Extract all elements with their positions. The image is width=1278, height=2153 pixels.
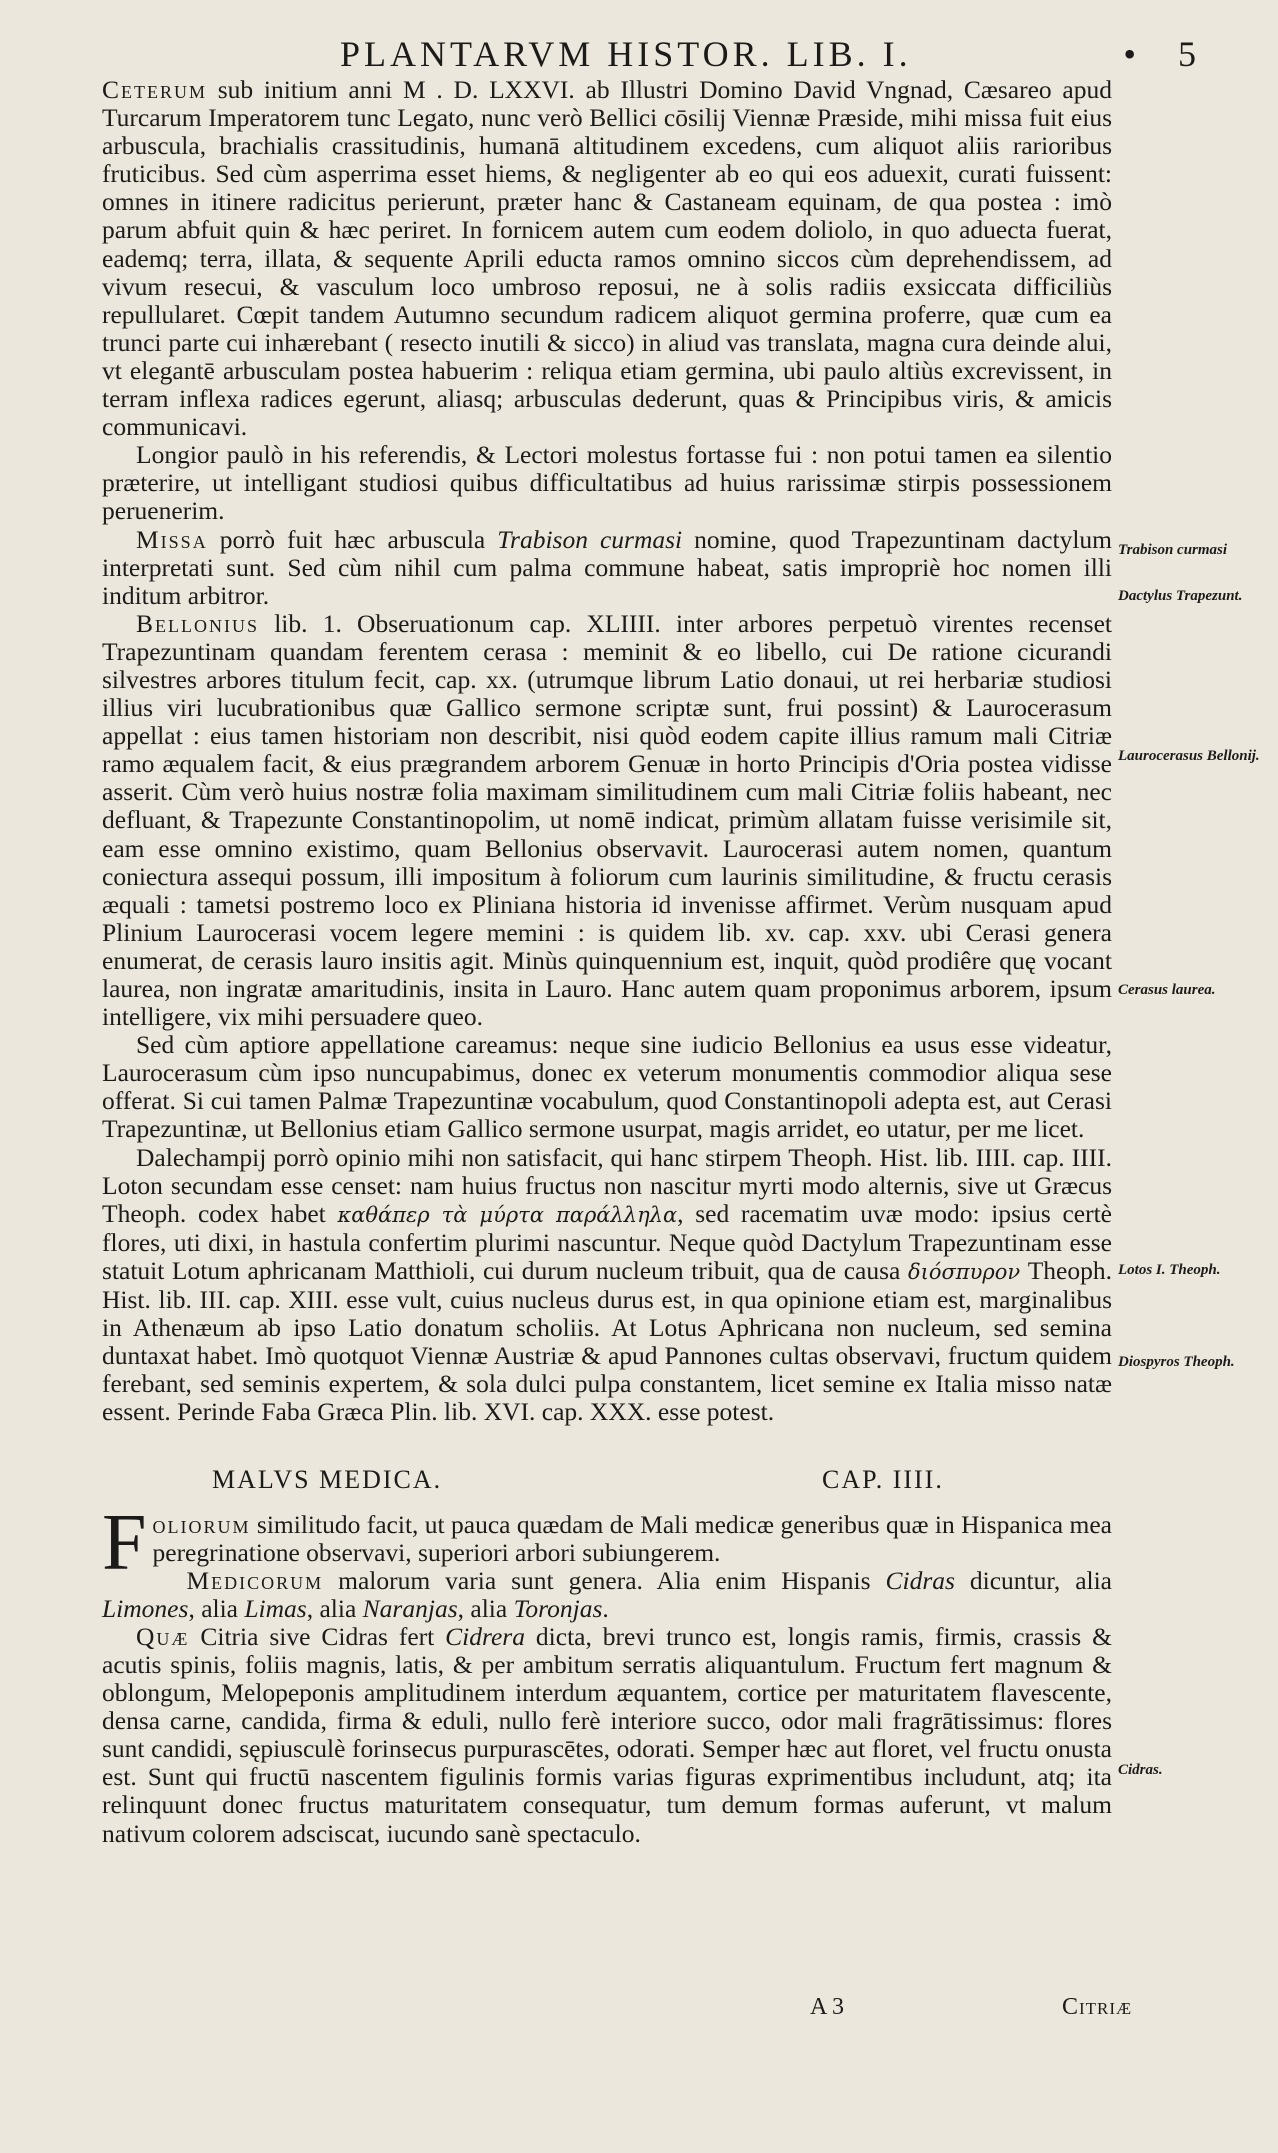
paragraph-text: lib. 1. Obseruationum cap. XLIIII. inter arbores perpetuò virentes recenset Trapezuntinam quandam ferentem cerasa : meminit & eo libello, cui De ratione cicurandi silvestres arbores titulum fecit, cap. xx. (utrumque librum Latio donaui, ut rei herbariæ studiosi illius viri lucubrationibus quæ Gallico sermone scriptæ sunt, frui possint) & Laurocerasum appellat : eius tamen historiam non describit, nisi quòd eodem capite illius ramum mali Citriæ ramo æqualem facit, & eius prægrandem arborem Genuæ in horto Principis d'Oria postea vidisse asserit. Cùm verò huius nostræ folia maximam similitudinem cum mali Citriæ foliis habeant, nec defluant, & Trapezunte Constantinopolim, ut nomē indicat, primùm allatam fuisse verisimile sit, eam esse omnino existimo, quam Bellonius observavit. Laurocerasi autem nomen, quantum coniectura assequi possum, illi impositum à foliorum cum laurinis similitudine, & fructu cerasis æquali : tametsi postremo loco ex Pliniana historia id invenisse affirmet. Verùm nusquam apud Plinium Laurocerasi vocem legere memini : is quidem lib. xv. cap. xxv. ubi Cerasi genera enumerat, de cerasis lauro insitis agit. Minùs quinquennium est, inquit, quòd prodiêre quę vocant laurea, non ingratæ amaritudinis, insita in Lauro. Hanc autem quam proponimus arborem, ipsum intelligere, vix mihi persuadere queo. (102, 608, 1112, 1032)
paragraph-text: similitudo facit, ut pauca quædam de Mali medicæ generibus quæ in Hispanica mea peregrinatione observavi, superiori arbori subiungerem. (152, 1509, 1112, 1567)
marginal-note: Cidras. (1118, 1762, 1163, 1778)
paragraph-text: , alia (457, 1593, 514, 1623)
paragraph (102, 441, 1112, 525)
running-head-title: PLANTARVM HISTOR. LIB. I. (340, 34, 912, 74)
greek-quote: διόσπυρον (907, 1259, 1021, 1284)
main-text (102, 76, 1112, 1848)
paragraph-text: sub initium anni M . D. LXXVI. ab Illustri Domino David Vngnad, Cæsareo apud Turcarum Imperatorem tunc Legato, nunc verò Bellici cōsilij Viennæ Præside, mihi missa fuit eius arbuscula, brachialis crassitudinis, humanā altitudinem excedens, cum aliquot aliis rarioribus fruticibus. Sed cùm asperrima esset hiems, & negligenter ab eo qui eos aduexit, curati fuissent: omnes in itinere radicitus perierunt, præter hanc & Castaneam equinam, de qua postea : imò parum abfuit quin & hæc periret. In fornicem autem cum eodem doliolo, in quo aduecta fuerat, eademq; terra, illata, & sequente Aprili educta ramos omnino siccos cùm deprehendissem, ad vivum resecui, & vasculum loco umbroso reposui, ne à solis radiis exsiccata difficiliùs repullularet. Cœpit tandem Autumno secundum radicem aliquot germina proferre, quæ cum ea trunci parte cui inhærebant ( resecto inutili & sicco) in aliud vas translata, magna cura deinde alui, vt elegantē arbusculam postea habuerim : reliqua etiam germina, ubi paulo altiùs excrevissent, in terram inflexa radices egerunt, aliasq; arbusculas dederunt, quas & Principibus viris, & amicis communicavi. (102, 75, 1112, 442)
running-head (340, 30, 1200, 78)
marginal-note: Lotos I. Theoph. (1118, 1262, 1221, 1278)
paragraph (102, 1623, 1112, 1848)
chapter-heading (102, 1449, 1112, 1511)
greek-quote: καθάπερ τὰ μύρτα παράλληλα (337, 1202, 678, 1227)
lead-word: Quæ (136, 1621, 190, 1651)
paragraph-text: malorum varia sunt genera. Alia enim Hispanis (323, 1565, 886, 1595)
italic-term: Naranjas (362, 1593, 458, 1623)
lead-word: Medicorum (186, 1565, 324, 1595)
italic-term: Limones (102, 1593, 189, 1623)
marginal-note: Laurocerasus Bellonij. (1118, 748, 1260, 764)
italic-term: Limas (244, 1593, 307, 1623)
paragraph (102, 526, 1112, 610)
italic-term: Trabison curmasi (497, 524, 683, 554)
paragraph (102, 76, 1112, 441)
catchword: Citriæ (1062, 1994, 1133, 2020)
paragraph-text: Theoph. Hist. lib. III. cap. XIII. esse vult, cuius nucleus durus est, in qua opinione etiam est, marginalibus in Athenæum ab ipso Latio donatum scholiis. At Lotus Aphricana non nucleum, sed semina duntaxat habet. Imò quotquot Viennæ Austriæ & apud Pannones cultas observavi, fructum quidem ferebant, sed seminis expertem, & sola dulci pulpa constantem, licet semine ex Italia misso natæ essent. Perinde Faba Græca Plin. lib. XVI. cap. XXX. esse potest. (102, 1255, 1112, 1427)
page-number: 5 (1178, 34, 1200, 74)
paragraph (102, 1031, 1112, 1143)
marginal-note: Diospyros Theoph. (1118, 1354, 1235, 1370)
signature-mark: A 3 (810, 1994, 845, 2020)
marginal-note: Dactylus Trapezunt. (1118, 588, 1243, 604)
paragraph-text: dicuntur, alia (954, 1565, 1113, 1595)
italic-term: Toronjas (513, 1593, 603, 1623)
paragraph-text: dicta, brevi trunco est, longis ramis, firmis, crassis & acutis spinis, foliis magnis, latis, & per ambitum serratis aliquantulum. Fructum fert magnum & oblongum, Melopeponis amplitudinem interdum æquantem, cortice per maturitatem flavescente, densa carne, candida, firma & eduli, nullo ferè interiore succo, odor mali fragrātissimus: flores sunt candidi, sępiusculè forinsecus purpurascētes, odorati. Semper hæc aut floret, vel fructu onusta est. Sunt qui fructū nascentem figulinis formis varias figuras exprimentibus includunt, atq; ita relinquunt donec fructus maturitatem consequatur, tum demum formas auferunt, vt malum nativum colorem adsciscat, iucundo sanè spectaculo. (102, 1621, 1112, 1848)
lead-word: Missa (136, 524, 208, 554)
paragraph (102, 1567, 1112, 1623)
marginal-note: Cerasus laurea. (1118, 982, 1216, 998)
ink-mark: • (1123, 34, 1140, 74)
chapter-number: CAP. IIII. (822, 1464, 944, 1494)
paragraph-text: Sed cùm aptiore appellatione careamus: neque sine iudicio Bellonius ea usus esse videatur, Laurocerasum cùm ipso nuncupabimus, donec ex veterum monumentis commodior aliqua sese offerat. Si cui tamen Palmæ Trapezuntinæ vocabulum, quod Constantinopoli adepta est, aut Cerasi Trapezuntinæ, ut Bellonius etiam Gallico sermone usurpat, magis arridet, eo utatur, per me licet. (102, 1030, 1112, 1144)
italic-term: Cidrera (445, 1621, 525, 1651)
paragraph-text: . (602, 1593, 609, 1623)
paragraph-text: Dalechampij porrò opinio mihi non satisfacit, qui hanc stirpem Theoph. Hist. lib. IIII. cap. IIII. Loton secundam esse censet: nam huius fructus non nascitur myrti modo alternis, sive ut Græcus Theoph. codex habet (102, 1142, 1112, 1228)
paragraph-text: porrò fuit hæc arbuscula (207, 524, 498, 554)
lead-word: Bellonius (136, 608, 259, 638)
paragraph-text: nomine, quod Trapezuntinam dactylum interpretati sunt. Sed cùm nihil cum palma commune habeat, satis impropriè hoc nomen illi inditum arbitror. (102, 524, 1112, 610)
drop-capital: F (102, 1498, 147, 1587)
paragraph-text: , alia (188, 1593, 245, 1623)
paragraph-text: , sed racematim uvæ modo: ipsius certè flores, uti dixi, in hastula confertim plurimi nascuntur. Neque quòd Dactylum Trapezuntinam esse statuit Lotum aphricanam Matthioli, cui durum nucleum tribuit, qua de causa (102, 1198, 1112, 1285)
paragraph-text: Citria sive Cidras fert (189, 1621, 446, 1651)
lead-word: oliorum (152, 1509, 251, 1539)
italic-term: Cidras (885, 1565, 955, 1595)
paragraph (102, 1144, 1112, 1427)
paragraph-text: Longior paulò in his referendis, & Lectori molestus fortasse fui : non potui tamen ea silentio præterire, ut intelligant studiosi quibus difficultatibus ad huius rarissimæ stirpis possessionem peruenerim. (102, 440, 1112, 526)
lead-word: Ceterum (102, 75, 208, 104)
chapter-title: MALVS MEDICA. (212, 1464, 443, 1494)
paragraph-text: , alia (306, 1593, 363, 1623)
paragraph (102, 610, 1112, 1031)
marginal-note: Trabison curmasi (1118, 542, 1228, 558)
